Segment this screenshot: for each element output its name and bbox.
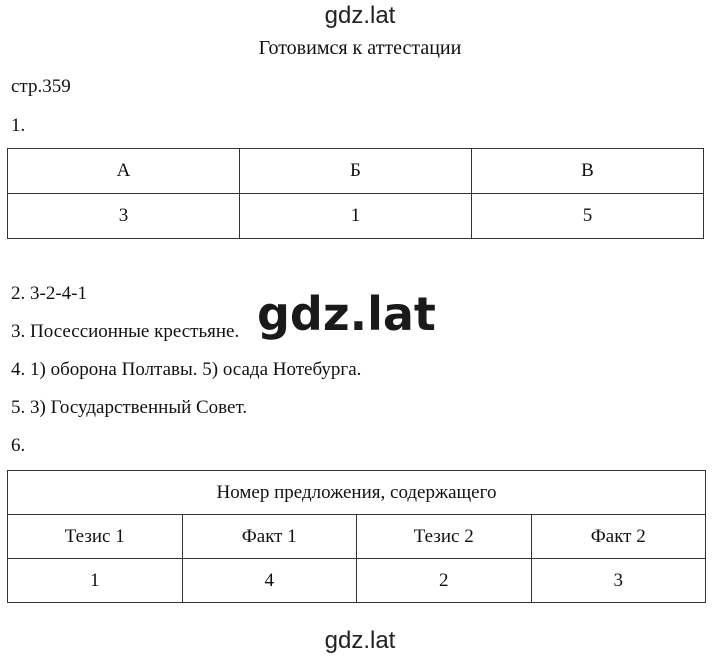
answer-5: 5. 3) Государственный Совет. — [11, 397, 248, 418]
table-header-cell: Тезис 2 — [357, 515, 532, 559]
answer-3: 3. Посессионные крестьяне. — [11, 321, 240, 342]
question-1-label: 1. — [11, 115, 26, 136]
table-row — [8, 559, 706, 603]
table-header-cell: Факт 1 — [182, 515, 357, 559]
watermark-bottom: gdz.lat — [324, 627, 396, 654]
answer-4: 4. 1) оборона Полтавы. 5) осада Нотебурга. — [11, 359, 362, 380]
answer-2: 2. 3-2-4-1 — [11, 283, 87, 304]
page-title: Готовимся к аттестации — [258, 37, 462, 59]
answer-table-6 — [7, 470, 706, 603]
watermark-top: gdz.lat — [324, 2, 396, 29]
table-row — [8, 194, 704, 239]
table-caption-cell: Номер предложения, содержащего — [8, 471, 706, 515]
table-cell: 2 — [357, 559, 532, 603]
table-header-cell: Б — [240, 149, 472, 194]
answer-table-1 — [7, 148, 704, 239]
table-cell: 5 — [472, 194, 704, 239]
question-6-label: 6. — [11, 435, 26, 456]
table-header-cell: Факт 2 — [531, 515, 706, 559]
table-header-cell: А — [8, 149, 240, 194]
table-row — [8, 515, 706, 559]
table-header-cell: Тезис 1 — [8, 515, 183, 559]
table-cell: 3 — [531, 559, 706, 603]
table-header-cell: В — [472, 149, 704, 194]
table-cell: 4 — [182, 559, 357, 603]
table-row — [8, 149, 704, 194]
watermark-center: gdz.lat — [257, 287, 436, 341]
page-reference: стр.359 — [11, 76, 71, 97]
table-cell: 1 — [8, 559, 183, 603]
table-cell: 3 — [8, 194, 240, 239]
table-row — [8, 471, 706, 515]
table-cell: 1 — [240, 194, 472, 239]
